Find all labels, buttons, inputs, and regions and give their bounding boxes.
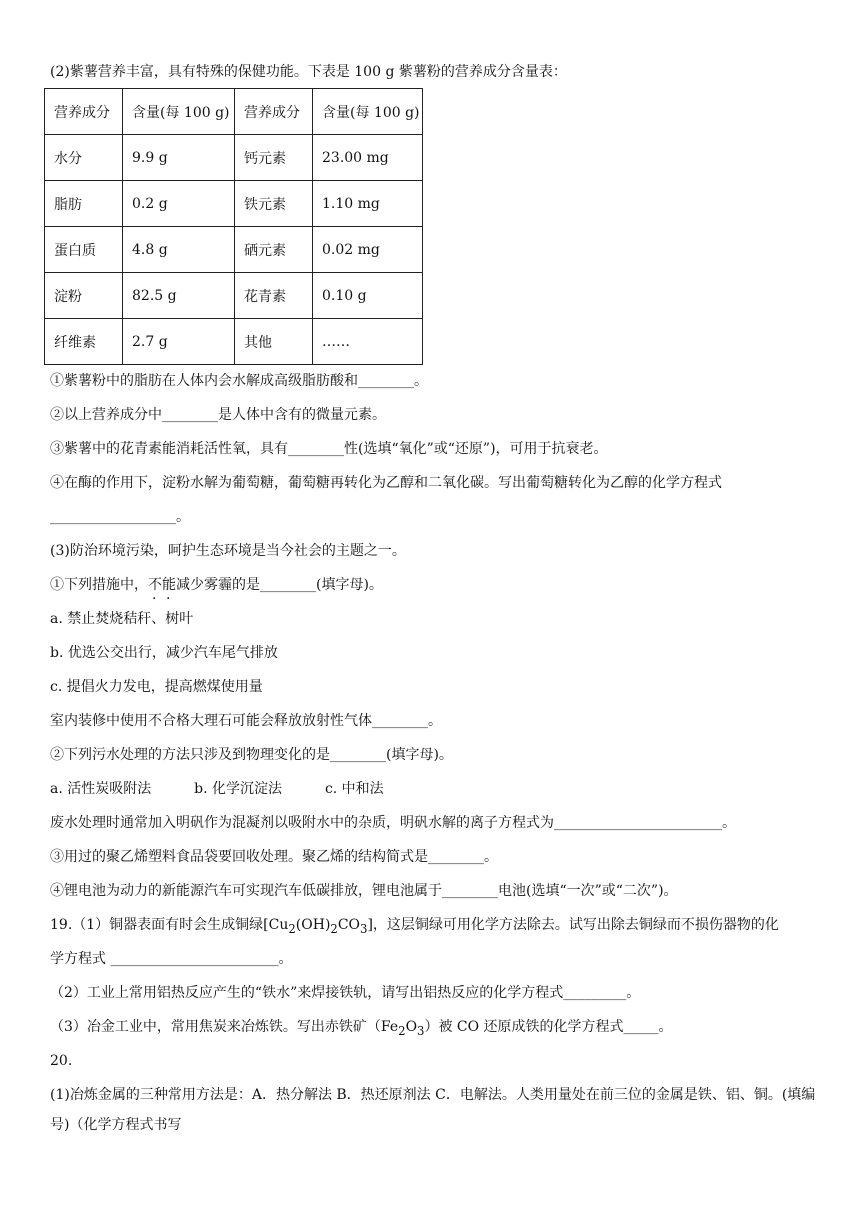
table-cell: …… — [313, 319, 423, 365]
question-text: O — [405, 1019, 418, 1035]
table-cell: 0.02 mg — [313, 227, 423, 273]
header-cell: 含量(每 100 g) — [123, 89, 235, 135]
subscript: 2 — [330, 921, 338, 936]
table-cell: 蛋白质 — [45, 227, 123, 273]
question-text: 19.（1）铜器表面有时会生成铜绿[Cu — [50, 917, 289, 933]
table-row — [45, 135, 423, 181]
subscript: 3 — [360, 921, 368, 936]
emphasis-char: 不 — [148, 577, 162, 593]
subscript: 2 — [398, 1023, 406, 1038]
question-19-2: （2）工业上常用铝热反应产生的“铁水”来焊接铁轨，请写出铝热反应的化学方程式_________。 — [50, 985, 641, 1001]
question-line: 室内装修中使用不合格大理石可能会释放放射性气体________。 — [50, 713, 442, 729]
section-heading: (3)防治环境污染，呵护生态环境是当今社会的主题之一。 — [50, 543, 406, 559]
question-line: ④锂电池为动力的新能源汽车可实现汽车低碳排放，锂电池属于________电池(选填“一次”或“二次”)。 — [50, 883, 678, 899]
question-line: ②下列污水处理的方法只涉及到物理变化的是________(填字母)。 — [50, 747, 453, 763]
question-20-1: (1)冶炼金属的三种常用方法是：A．热分解法 B．热还原剂法 C．电解法。人类用量处在前三位的金属是铁、铝、铜。(填编号)（化学方程式书写 — [50, 1087, 816, 1133]
question-19-1 — [50, 915, 779, 939]
option-a: a. 禁止焚烧秸秆、树叶 — [50, 611, 194, 627]
option-c: c. 提倡火力发电，提高燃煤使用量 — [50, 679, 263, 695]
question-line: ①紫薯粉中的脂肪在人体内会水解成高级脂肪酸和________。 — [50, 373, 428, 389]
header-cell: 营养成分 — [235, 89, 313, 135]
nutrition-table — [44, 88, 423, 365]
question-line — [50, 575, 383, 595]
question-text: CO — [337, 917, 361, 933]
table-cell: 其他 — [235, 319, 313, 365]
table-cell: 23.00 mg — [313, 135, 423, 181]
question-text: 减少雾霾的是________(填字母)。 — [176, 577, 383, 593]
table-cell: 硒元素 — [235, 227, 313, 273]
question-number: 20. — [50, 1053, 73, 1069]
subscript: 2 — [288, 921, 296, 936]
question-text: ）被 CO 还原成铁的化学方程式_____。 — [424, 1019, 673, 1035]
header-cell: 含量(每 100 g) — [313, 89, 423, 135]
option-a: a. 活性炭吸附法 — [50, 781, 152, 797]
question-text: (OH) — [295, 917, 331, 933]
table-cell: 水分 — [45, 135, 123, 181]
table-cell: 4.8 g — [123, 227, 235, 273]
table-cell: 1.10 mg — [313, 181, 423, 227]
table-cell: 0.2 g — [123, 181, 235, 227]
question-line: ④在酶的作用下，淀粉水解为葡萄糖，葡萄糖再转化为乙醇和二氧化碳。写出葡萄糖转化为乙醇的化学方程式 — [50, 475, 722, 491]
option-b: b. 优选公交出行，减少汽车尾气排放 — [50, 645, 278, 661]
question-text: ①下列措施中， — [50, 577, 148, 593]
question-text: （3）冶金工业中，常用焦炭来冶炼铁。写出赤铁矿（Fe — [50, 1019, 399, 1035]
option-b: b. 化学沉淀法 — [194, 781, 283, 797]
table-cell: 脂肪 — [45, 181, 123, 227]
question-line: ③用过的聚乙烯塑料食品袋要回收处理。聚乙烯的结构简式是________。 — [50, 849, 498, 865]
question-text: ]，这层铜绿可用化学方法除去。试写出除去铜绿而不损伤器物的化 — [367, 917, 779, 933]
question-line: ③紫薯中的花青素能消耗活性氧，具有________性(选填“氧化”或“还原”)，可用于抗衰老。 — [50, 441, 608, 457]
table-cell: 9.9 g — [123, 135, 235, 181]
table-cell: 花青素 — [235, 273, 313, 319]
table-header-row — [45, 89, 423, 135]
table-cell: 82.5 g — [123, 273, 235, 319]
table-cell: 2.7 g — [123, 319, 235, 365]
option-c: c. 中和法 — [324, 781, 384, 797]
table-cell: 纤维素 — [45, 319, 123, 365]
table-cell: 铁元素 — [235, 181, 313, 227]
table-row — [45, 319, 423, 365]
options-row — [50, 779, 384, 799]
table-cell: 0.10 g — [313, 273, 423, 319]
table-row — [45, 273, 423, 319]
table-cell: 淀粉 — [45, 273, 123, 319]
question-line: ②以上营养成分中________是人体中含有的微量元素。 — [50, 407, 386, 423]
emphasis-char: 能 — [162, 577, 176, 593]
table-cell: 钙元素 — [235, 135, 313, 181]
table-row — [45, 181, 423, 227]
table-row — [45, 227, 423, 273]
question-line: 学方程式 ________________________。 — [50, 951, 293, 967]
question-19-3 — [50, 1017, 673, 1041]
intro-text: (2)紫薯营养丰富，具有特殊的保健功能。下表是 100 g 紫薯粉的营养成分含量表： — [50, 64, 567, 80]
answer-blank: __________________。 — [50, 509, 190, 525]
subscript: 3 — [417, 1023, 425, 1038]
header-cell: 营养成分 — [45, 89, 123, 135]
question-line: 废水处理时通常加入明矾作为混凝剂以吸附水中的杂质，明矾水解的离子方程式为________________________。 — [50, 815, 736, 831]
